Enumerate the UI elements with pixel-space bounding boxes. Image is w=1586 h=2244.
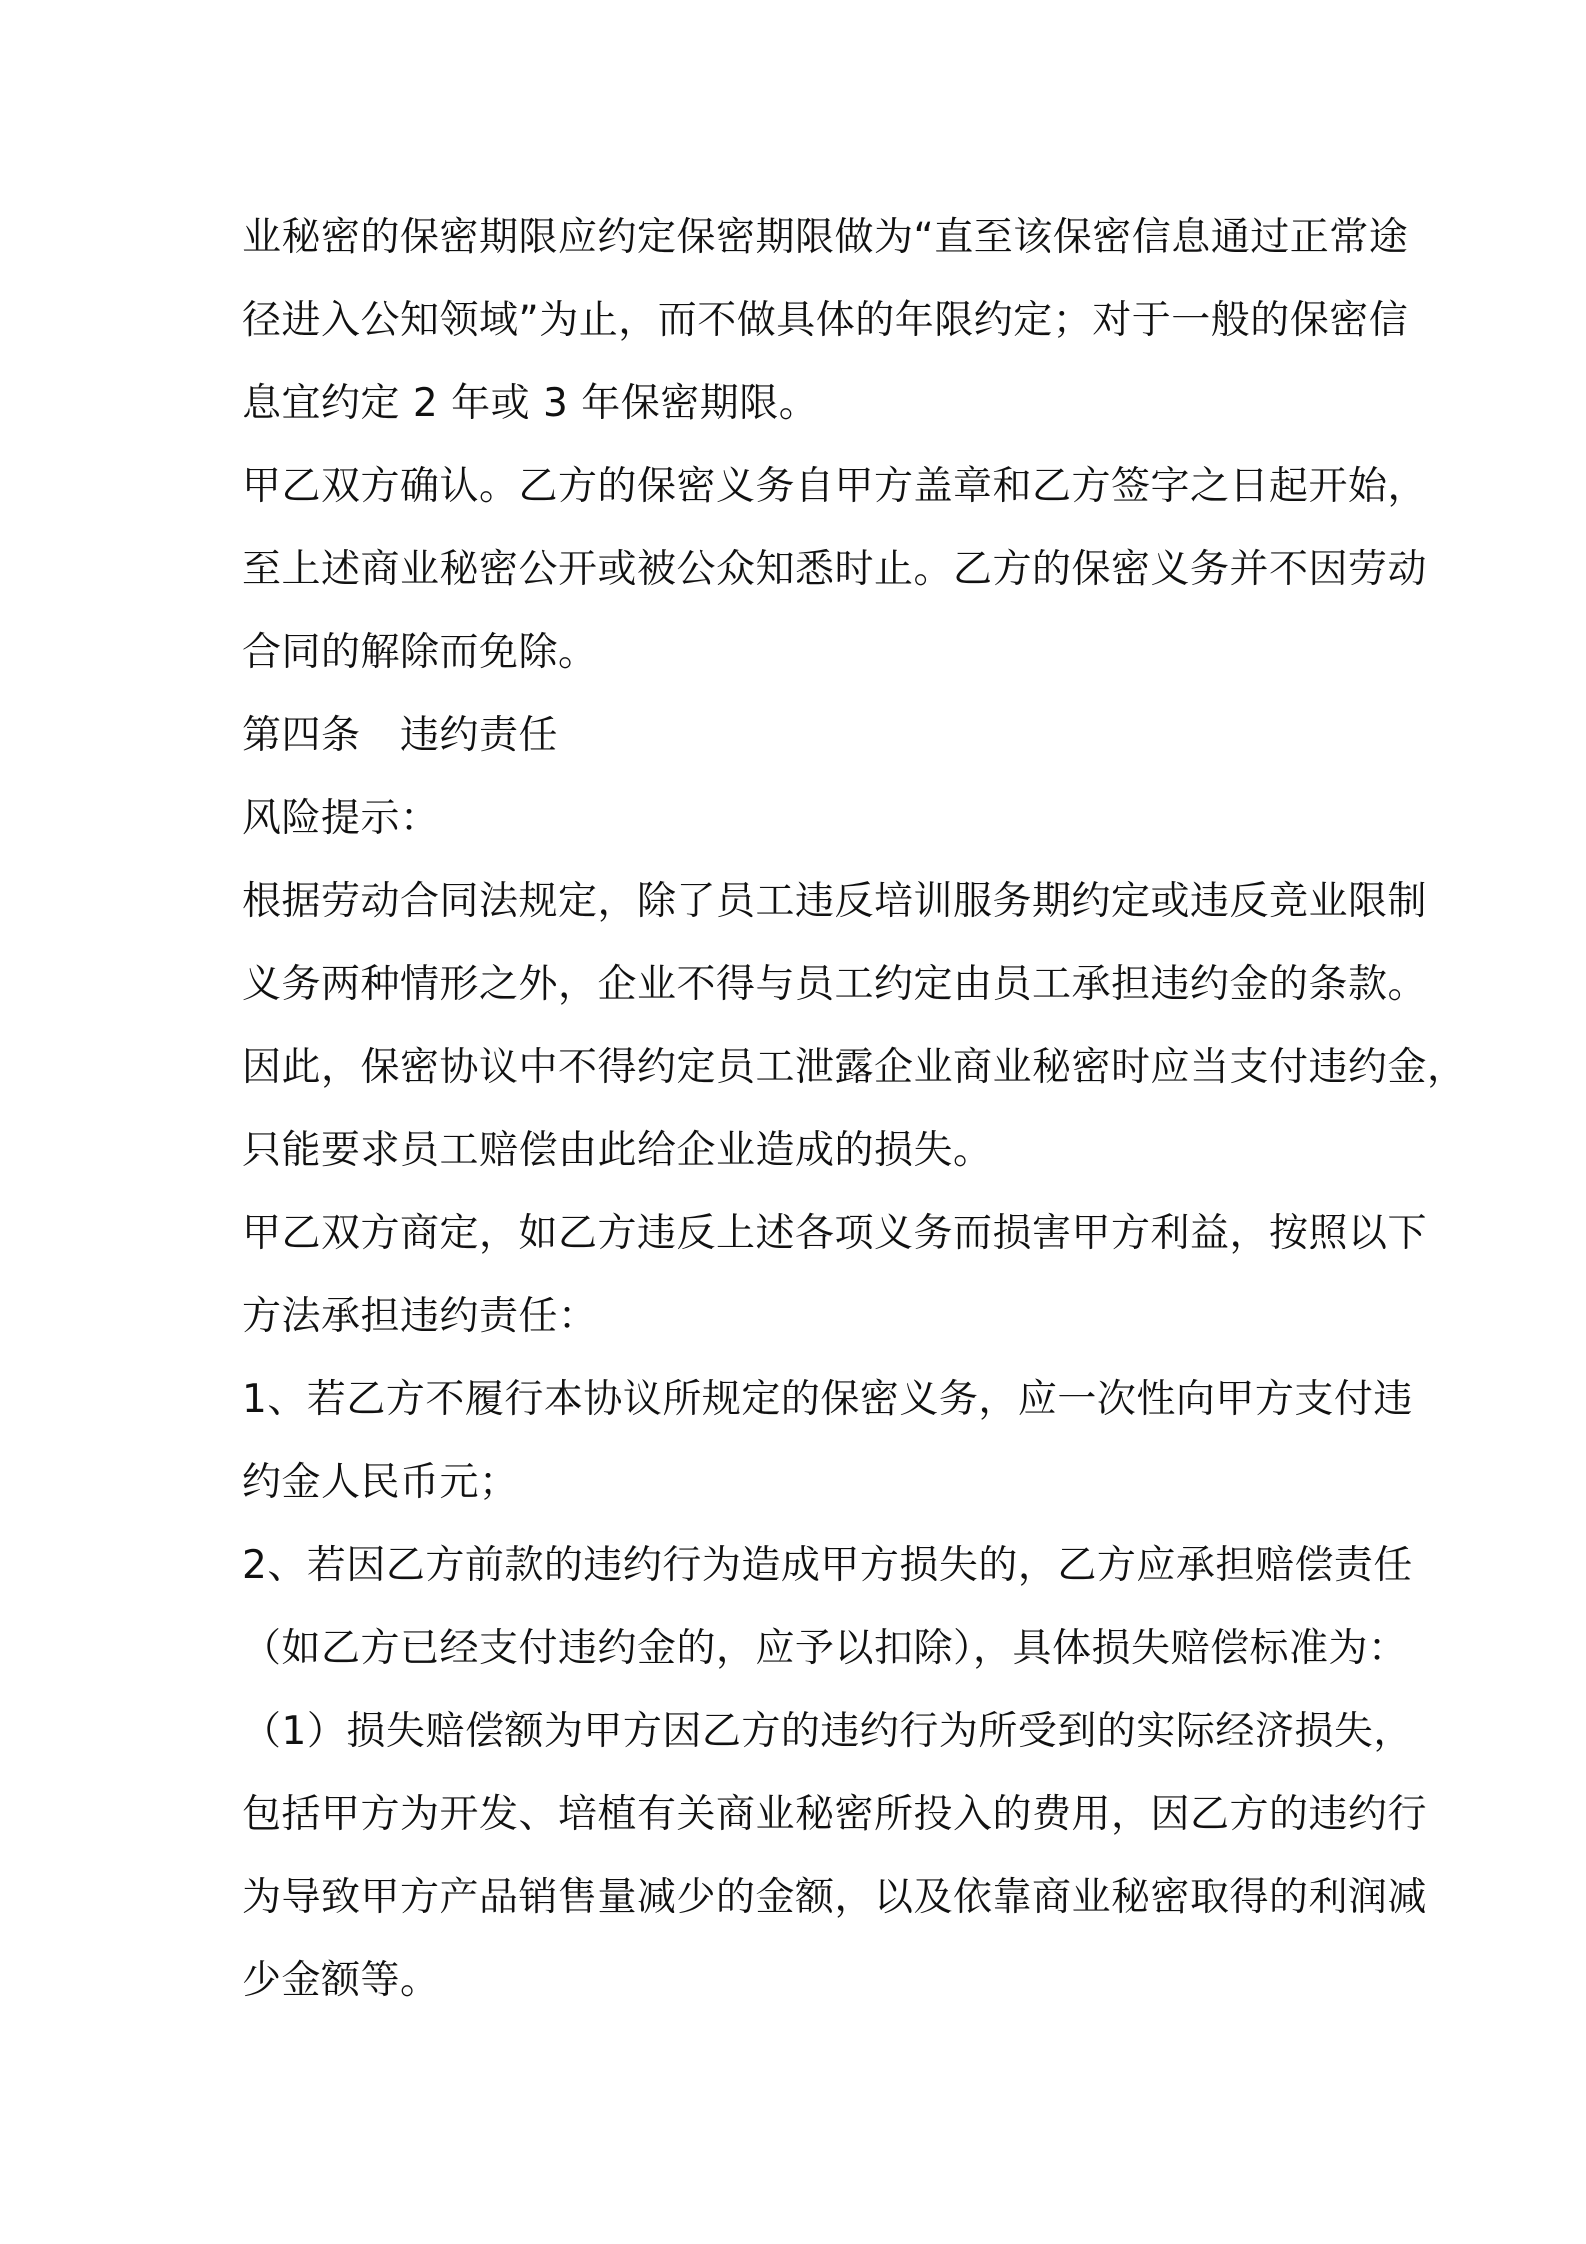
text-line: 为导致甲方产品销售量减少的金额，以及依靠商业秘密取得的利润减 [242, 1875, 1428, 1920]
article-heading [242, 694, 1372, 777]
clause-1 [242, 1358, 1413, 1524]
text-line: 1、若乙方不履行本协议所规定的保密义务，应一次性向甲方支付违 [242, 1377, 1413, 1422]
clause-2 [242, 1524, 1413, 1690]
text-line: 包括甲方为开发、培植有关商业秘密所投入的费用，因乙方的违约行 [242, 1792, 1428, 1837]
text-line: 只能要求员工赔偿由此给企业造成的损失。 [242, 1128, 993, 1173]
text-line: 少金额等。 [242, 1958, 440, 2003]
text-line: 根据劳动合同法规定，除了员工违反培训服务期约定或违反竞业限制 [242, 879, 1428, 924]
paragraph-obligation-confirmation [242, 445, 1428, 694]
paragraph-liability-agreement [242, 1192, 1428, 1358]
document-body [242, 196, 1467, 2022]
text-line: 息宜约定 2 年或 3 年保密期限。 [242, 381, 819, 426]
text-line: 合同的解除而免除。 [242, 630, 598, 675]
text-line: 径进入公知领域”为止，而不做具体的年限约定；对于一般的保密信 [242, 298, 1409, 343]
text-line: 第四条 违约责任 [242, 713, 559, 758]
clause-2-item-1 [242, 1690, 1428, 2022]
paragraph-risk-tip [242, 860, 1467, 1192]
text-line: 因此，保密协议中不得约定员工泄露企业商业秘密时应当支付违约金， [242, 1045, 1467, 1090]
text-line: 风险提示： [242, 796, 440, 841]
text-line: 甲乙双方确认。乙方的保密义务自甲方盖章和乙方签字之日起开始， [242, 464, 1428, 509]
text-line: （如乙方已经支付违约金的，应予以扣除），具体损失赔偿标准为： [242, 1626, 1408, 1671]
text-line: 约金人民币元； [242, 1460, 519, 1505]
text-line: （1）损失赔偿额为甲方因乙方的违约行为所受到的实际经济损失， [242, 1709, 1413, 1754]
text-line: 2、若因乙方前款的违约行为造成甲方损失的，乙方应承担赔偿责任 [242, 1543, 1413, 1588]
text-line: 方法承担违约责任： [242, 1294, 598, 1339]
paragraph-confidentiality-term [242, 196, 1409, 445]
text-line: 义务两种情形之外，企业不得与员工约定由员工承担违约金的条款。 [242, 962, 1428, 1007]
risk-tip-heading [242, 777, 1372, 860]
text-line: 业秘密的保密期限应约定保密期限做为“直至该保密信息通过正常途 [242, 215, 1409, 260]
text-line: 至上述商业秘密公开或被公众知悉时止。乙方的保密义务并不因劳动 [242, 547, 1428, 592]
text-line: 甲乙双方商定，如乙方违反上述各项义务而损害甲方利益，按照以下 [242, 1211, 1428, 1256]
